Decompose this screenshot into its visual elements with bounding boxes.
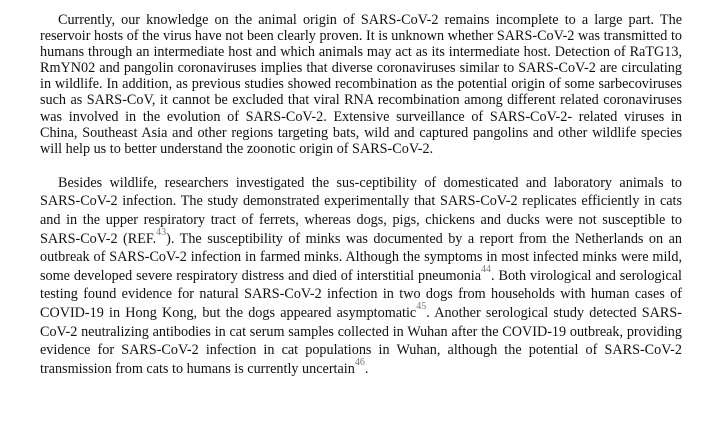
paragraph-segment: . Both virological and serological testing found evidence for natural SARS-CoV-2 infection in two dogs from households with human cases of COVID-19 in Hong Kong, but the dogs appeared asymptomatic <box>40 267 682 321</box>
document-page <box>40 12 682 378</box>
paragraph-segment: Besides wildlife, researchers investigated the sus-ceptibility of domesticated and laboratory animals to SARS-CoV-2 infection. The study demonstrated experimentally that SARS-CoV-2 replicates efficiently in cats and in the upper respiratory tract of ferrets, whereas dogs, pigs, chickens and ducks were not susceptible to SARS-CoV-2 (REF. <box>40 174 682 247</box>
citation-ref: 46 <box>354 357 365 369</box>
paragraph-segment: . Another serological study detected SARS-CoV-2 neutralizing antibodies in cat serum samples collected in Wuhan after the COVID-19 outbreak, providing evidence for SARS-CoV-2 infection in cat populations in Wuhan, although the potential of SARS-CoV-2 transmission from cats to humans is currently uncertain <box>40 305 682 377</box>
paragraph-segment: . <box>364 360 369 377</box>
paragraph-segment: ). The susceptibility of minks was documented by a report from the Netherlands on an outbreak of SARS-CoV-2 infection in farmed minks. Although the symptoms in most infected minks were mild, some developed severe respiratory distress and died of interstitial pneumonia <box>40 230 682 284</box>
paragraph-animal-susceptibility <box>40 174 682 379</box>
citation-ref: 45 <box>416 301 427 313</box>
citation-ref: 44 <box>481 264 492 276</box>
paragraph-animal-origin: Currently, our knowledge on the animal origin of SARS-CoV-2 remains incomplete to a large part. The reservoir hosts of the virus have not been clearly proven. It is unknown whether SARS-CoV-2 was transmitted to humans through an intermediate host and which animals may act as its intermediate host. Detection of RaTG13, RmYN02 and pangolin coronaviruses implies that diverse coronaviruses similar to SARS-CoV-2 are circulating in wildlife. In addition, as previous studies showed recombination as the potential origin of some sarbecoviruses such as SARS-CoV, it cannot be excluded that viral RNA recombination among different related coronaviruses was involved in the evolution of SARS-CoV-2. Extensive surveillance of SARS-CoV-2- related viruses in China, Southeast Asia and other regions targeting bats, wild and captured pangolins and other wildlife species will help us to better understand the zoonotic origin of SARS-CoV-2. <box>40 12 682 157</box>
citation-ref: 43 <box>156 226 167 238</box>
